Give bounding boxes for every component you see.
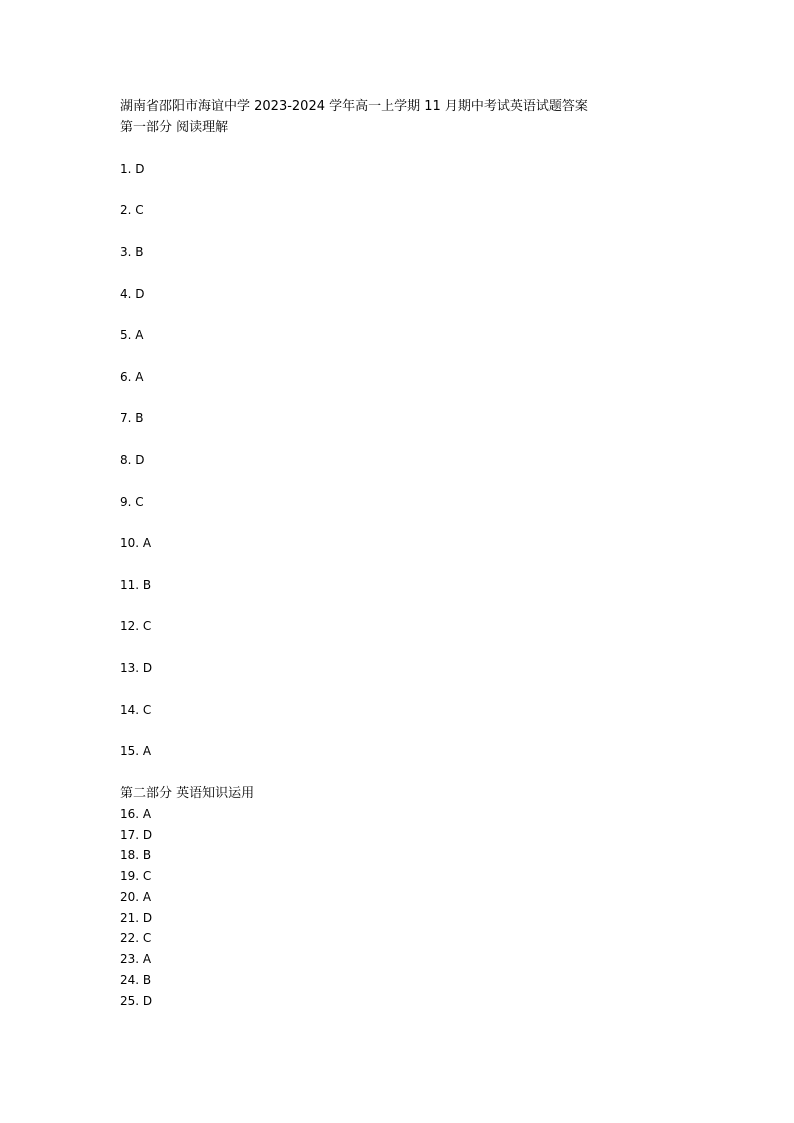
answer-item: 1. D	[120, 161, 145, 176]
answer-item: 2. C	[120, 203, 144, 218]
answer-item: 19. C	[120, 869, 152, 884]
answer-item: 13. D	[120, 660, 153, 675]
answer-item: 10. A	[120, 536, 152, 551]
answer-item: 7. B	[120, 411, 144, 426]
answer-item: 24. B	[120, 973, 152, 988]
answer-item: 25. D	[120, 993, 153, 1008]
answer-item: 21. D	[120, 910, 153, 925]
answer-item: 8. D	[120, 452, 145, 467]
answer-item: 22. C	[120, 931, 152, 946]
document-content	[120, 96, 680, 1012]
part2-heading: 第二部分 英语知识运用	[120, 785, 255, 801]
answer-item: 15. A	[120, 744, 152, 759]
answer-item: 6. A	[120, 369, 144, 384]
answer-item: 11. B	[120, 577, 152, 592]
answer-item: 3. B	[120, 244, 144, 259]
answer-item: 9. C	[120, 494, 144, 509]
part1-heading: 第一部分 阅读理解	[120, 120, 229, 135]
answer-item: 12. C	[120, 619, 152, 634]
document-title: 湖南省邵阳市海谊中学 2023-2024 学年高一上学期 11 月期中考试英语试题答案	[120, 99, 588, 114]
answer-item: 17. D	[120, 827, 153, 842]
answer-item: 14. C	[120, 702, 152, 717]
answer-item: 5. A	[120, 328, 144, 343]
part1-answer-list	[120, 138, 680, 783]
answer-item: 16. A	[120, 806, 152, 821]
answer-item: 23. A	[120, 952, 152, 967]
part2-answer-list	[120, 804, 680, 1012]
answer-item: 20. A	[120, 889, 152, 904]
answer-item: 4. D	[120, 286, 145, 301]
answer-item: 18. B	[120, 848, 152, 863]
